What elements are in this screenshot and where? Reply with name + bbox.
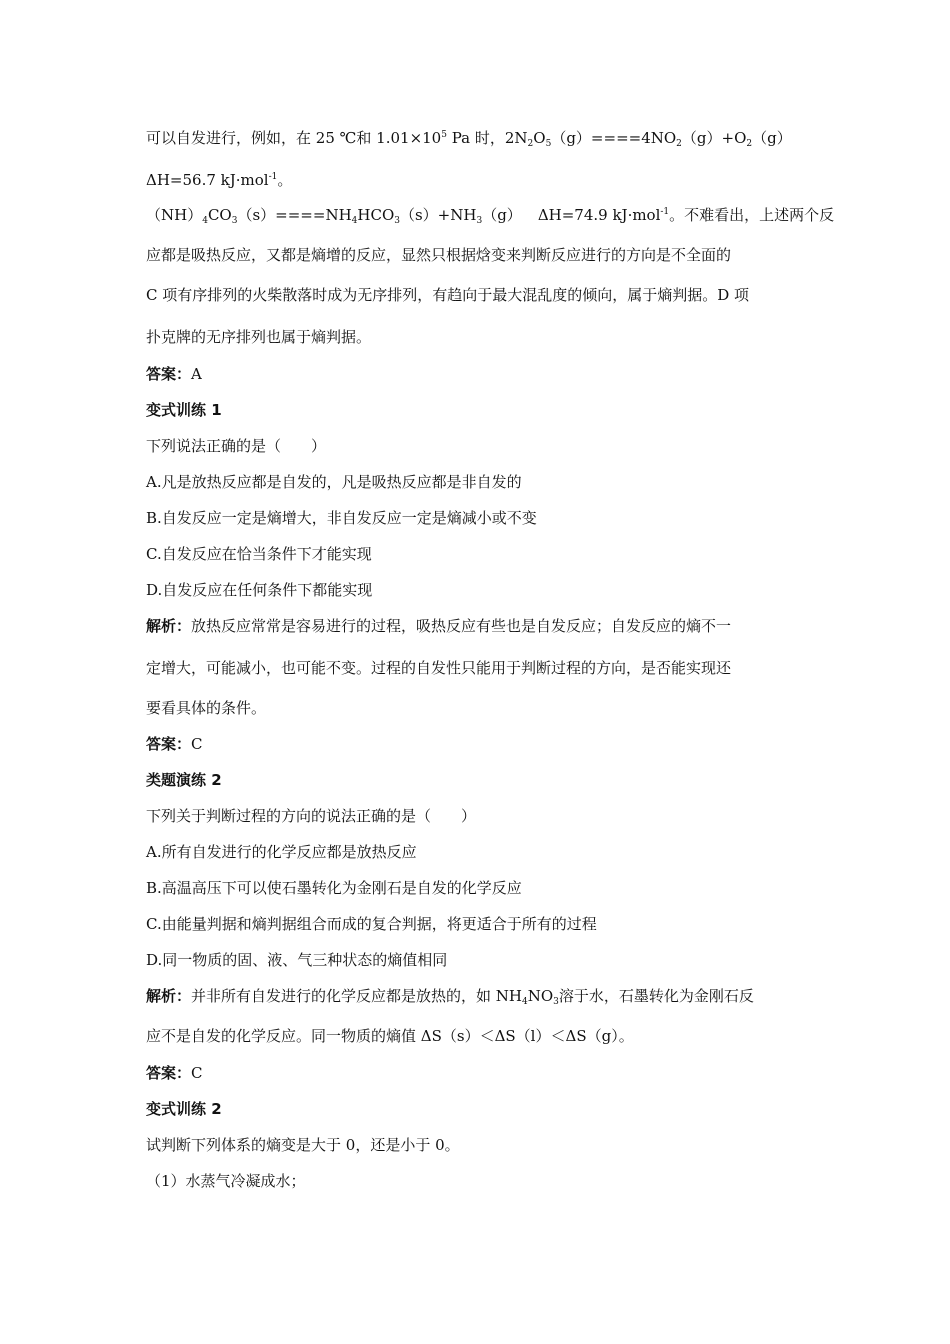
question-stem: 试判断下列体系的熵变是大于 0，还是小于 0。 bbox=[146, 1136, 460, 1154]
explanation-label: 解析： bbox=[146, 617, 192, 635]
explanation-line: 定增大，可能减小，也可能不变。过程的自发性只能用于判断过程的方向，是否能实现还 bbox=[146, 659, 732, 677]
section-heading: 类题演练 2 bbox=[146, 771, 222, 789]
option-d: D.自发反应在任何条件下都能实现 bbox=[146, 581, 373, 599]
text-line-reaction-2: $(NH)_4CO_3(s)====NH_4HCO_3(s)+NH_3(g)$ ΔH=74.9 kJ·mol$^{-1}$。不难看出，上述两个反 bbox=[146, 206, 835, 226]
text-line-enthalpy-1: ΔH=56.7 kJ·mol$^{-1}$。 bbox=[146, 171, 293, 189]
option-d: D.同一物质的固、液、气三种状态的熵值相同 bbox=[146, 951, 448, 969]
answer-value: C bbox=[191, 735, 203, 753]
option-b: B.高温高压下可以使石墨转化为金刚石是自发的化学反应 bbox=[146, 879, 522, 897]
explanation-line: 解析：放热反应常常是容易进行的过程，吸热反应有些也是自发反应；自发反应的熵不一 bbox=[146, 617, 732, 635]
text-line: 扑克牌的无序排列也属于熵判据。 bbox=[146, 328, 372, 346]
answer-line bbox=[146, 1063, 811, 1083]
answer-line bbox=[146, 734, 811, 754]
option-c: C.由能量判据和熵判据组合而成的复合判据，将更适合于所有的过程 bbox=[146, 915, 597, 933]
answer-label: 答案： bbox=[146, 735, 192, 753]
section-heading: 变式训练 1 bbox=[146, 401, 222, 419]
option-a: A.所有自发进行的化学反应都是放热反应 bbox=[146, 843, 417, 861]
option-a: A.凡是放热反应都是自发的，凡是吸热反应都是非自发的 bbox=[146, 473, 522, 491]
question-stem: 下列说法正确的是（ ） bbox=[146, 437, 327, 455]
option-c: C.自发反应在恰当条件下才能实现 bbox=[146, 545, 372, 563]
answer-value: C bbox=[191, 1064, 203, 1082]
question-stem: 下列关于判断过程的方向的说法正确的是（ ） bbox=[146, 807, 477, 825]
answer-value: A bbox=[191, 365, 202, 383]
answer-line bbox=[146, 364, 811, 384]
text-line: 应都是吸热反应，又都是熵增的反应，显然只根据焓变来判断反应进行的方向是不全面的 bbox=[146, 246, 732, 264]
answer-label: 答案： bbox=[146, 1064, 192, 1082]
section-heading: 变式训练 2 bbox=[146, 1100, 222, 1118]
explanation-line: 应不是自发的化学反应。同一物质的熵值 ΔS（s）＜ΔS（l）＜ΔS（g）。 bbox=[146, 1027, 634, 1045]
option-b: B.自发反应一定是熵增大，非自发反应一定是熵减小或不变 bbox=[146, 509, 537, 527]
explanation-line: 要看具体的条件。 bbox=[146, 699, 267, 717]
explanation-label: 解析： bbox=[146, 987, 192, 1005]
explanation-line: 解析：并非所有自发进行的化学反应都是放热的，如 $NH_4NO_3$溶于水，石墨转化为金刚石反 bbox=[146, 987, 754, 1007]
text-line: C 项有序排列的火柴散落时成为无序排列，有趋向于最大混乱度的倾向，属于熵判据。D 项 bbox=[146, 286, 750, 304]
question-item: （1）水蒸气冷凝成水； bbox=[146, 1172, 306, 1190]
answer-label: 答案： bbox=[146, 365, 192, 383]
text-line-reaction-example: 可以自发进行，例如，在 25 ℃和 $1.01\times 10^5$ Pa 时，$2N_2O_5(g)====4NO_2(g)+O_2(g)$ bbox=[146, 129, 792, 149]
